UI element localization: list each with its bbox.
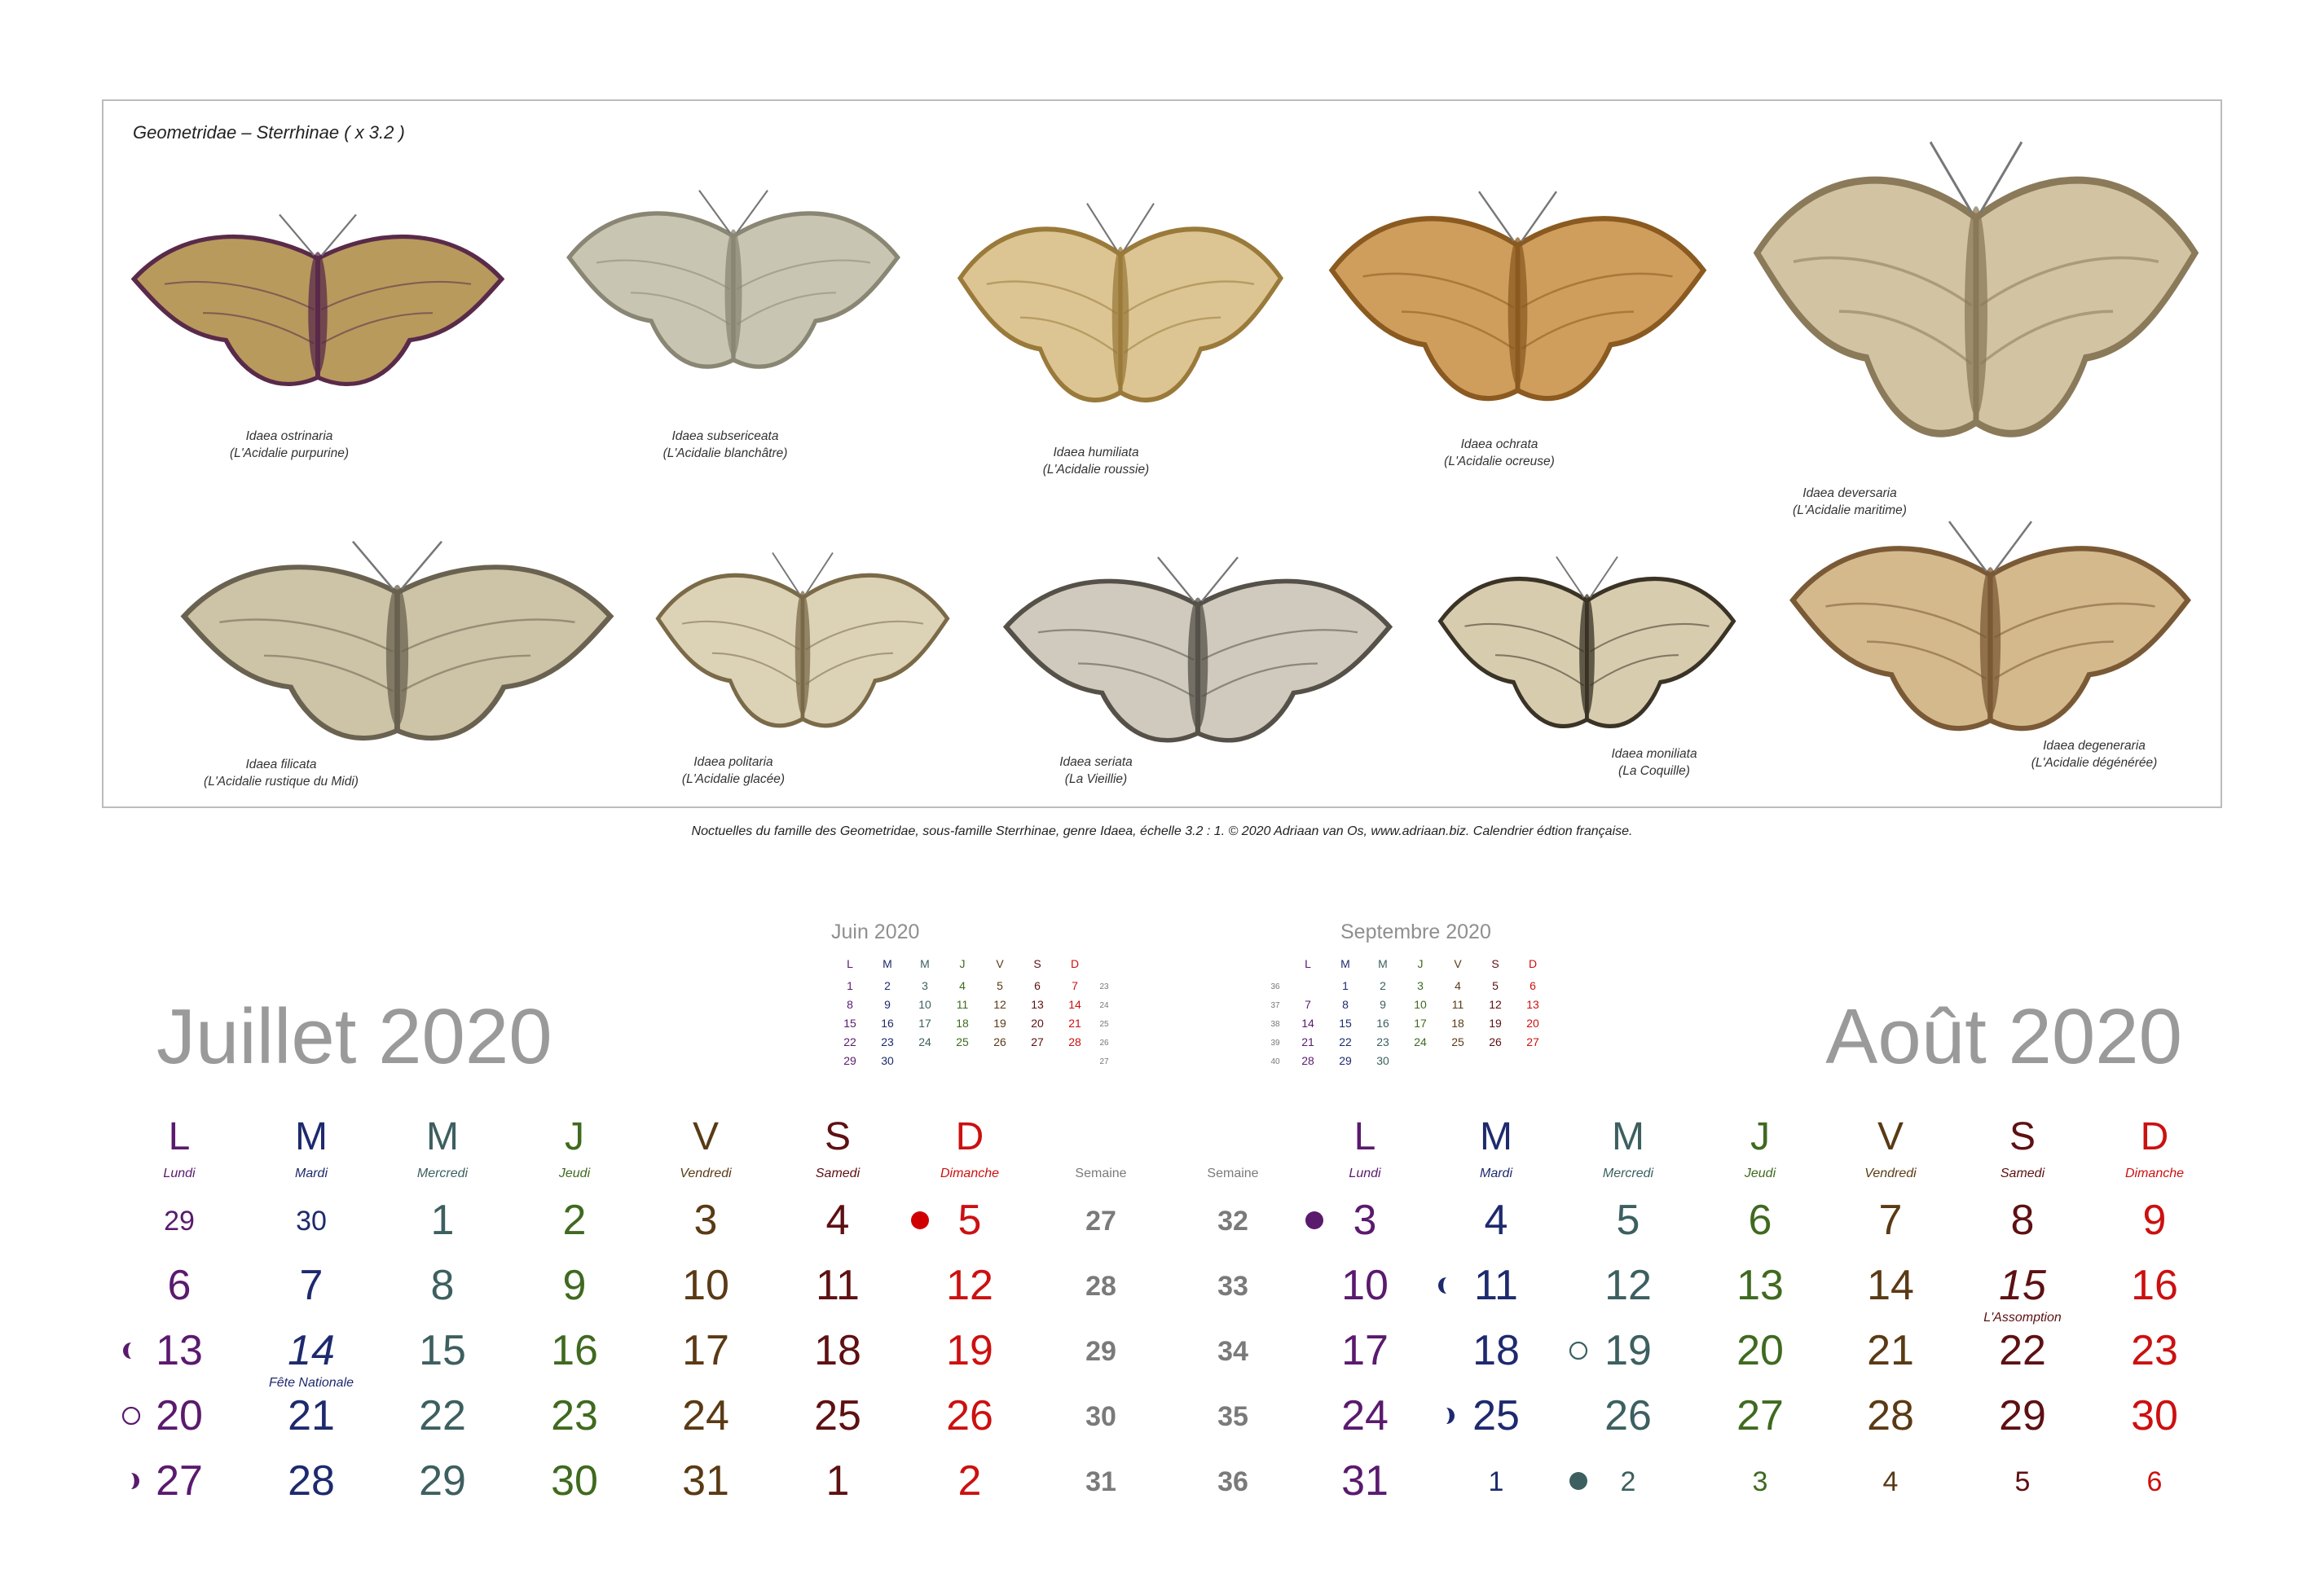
- full-moon-icon: [909, 1210, 931, 1231]
- mini-day: 25: [1451, 1035, 1464, 1048]
- mini-day: 26: [993, 1035, 1006, 1048]
- mini-calendar-title: Juin 2020: [831, 921, 920, 943]
- calendar-day[interactable]: 17: [1341, 1327, 1389, 1374]
- mini-day-header: M: [883, 957, 892, 970]
- calendar-day[interactable]: 20: [1736, 1327, 1784, 1374]
- moth-common-name: (L'Acidalie rustique du Midi): [204, 775, 359, 789]
- mini-day: 29: [843, 1054, 856, 1067]
- mini-day-header: V: [996, 957, 1004, 970]
- calendar-day[interactable]: 6: [167, 1262, 191, 1309]
- day-letter-header: S: [2009, 1115, 2036, 1158]
- calendar-day[interactable]: 26: [946, 1392, 993, 1439]
- moth-species: Idaea seriata: [1059, 755, 1133, 769]
- calendar-day[interactable]: 6: [1748, 1197, 1772, 1244]
- moth-illustration: [562, 183, 905, 395]
- moth-wing: [1976, 180, 2195, 433]
- day-name-header: Dimanche: [2124, 1167, 2185, 1180]
- mini-day: 12: [1489, 998, 1502, 1011]
- day-letter-header: V: [1877, 1115, 1904, 1158]
- calendar-day[interactable]: 13: [1736, 1262, 1784, 1309]
- calendar-day[interactable]: 8: [2010, 1197, 2035, 1244]
- calendar-day[interactable]: 17: [682, 1327, 729, 1374]
- moth-caption: [2031, 737, 2158, 771]
- mini-day: 27: [1031, 1035, 1044, 1048]
- calendar-day[interactable]: 26: [1604, 1392, 1652, 1439]
- mini-day-header: J: [959, 957, 966, 970]
- moth-wing: [1757, 180, 1976, 433]
- mini-day: 5: [997, 979, 1003, 992]
- calendar-day[interactable]: 5: [2014, 1466, 2031, 1497]
- calendar-day[interactable]: 29: [1999, 1392, 2046, 1439]
- moth-wing: [398, 567, 611, 738]
- moth-body: [1980, 567, 2000, 716]
- new-moon-icon: [1568, 1340, 1589, 1361]
- mini-day-header: D: [1528, 957, 1538, 970]
- calendar-day[interactable]: 10: [1341, 1262, 1389, 1309]
- week-number: 30: [1085, 1401, 1116, 1432]
- moth-caption: [204, 756, 359, 790]
- moth-species: Idaea subsericeata: [671, 429, 779, 443]
- moth-caption: [1611, 745, 1697, 780]
- mini-week-number: 39: [1270, 1039, 1280, 1048]
- moth-species: Idaea ochrata: [1460, 437, 1538, 451]
- mini-week-number: 26: [1099, 1039, 1109, 1048]
- moth-wing: [1332, 218, 1518, 398]
- moth-icon: [953, 196, 1287, 432]
- calendar-day[interactable]: 2: [957, 1457, 982, 1505]
- calendar-day[interactable]: 23: [551, 1392, 598, 1439]
- day-name-header: Jeudi: [1744, 1167, 1776, 1180]
- moth-caption: [1043, 444, 1149, 478]
- moth-species: Idaea politaria: [693, 755, 773, 769]
- mini-day: 21: [1301, 1035, 1314, 1048]
- day-name-header: Samedi: [815, 1167, 860, 1180]
- mini-day: 1: [847, 979, 853, 992]
- mini-day: 19: [993, 1017, 1006, 1030]
- moth-common-name: (La Coquille): [1618, 764, 1690, 778]
- calendar-day[interactable]: 21: [1867, 1327, 1914, 1374]
- mini-day: 17: [1414, 1017, 1427, 1030]
- moth-wing: [134, 237, 318, 385]
- day-letter-header: M: [1612, 1115, 1644, 1158]
- moth-caption: [230, 428, 349, 462]
- day-letter-header: L: [168, 1115, 191, 1158]
- calendar-day[interactable]: 31: [682, 1457, 729, 1505]
- week-number: 34: [1217, 1336, 1248, 1367]
- calendar-day[interactable]: 4: [825, 1197, 850, 1244]
- mini-day: 8: [1342, 998, 1349, 1011]
- mini-week-number: 23: [1099, 982, 1109, 991]
- mini-day: 4: [1455, 979, 1461, 992]
- mini-day: 21: [1068, 1017, 1081, 1030]
- first-quarter-icon: [1436, 1405, 1457, 1426]
- moth-body: [1508, 237, 1528, 386]
- week-number: 35: [1217, 1401, 1248, 1432]
- mini-day-header: L: [1305, 957, 1311, 970]
- moth-wing: [1518, 218, 1704, 398]
- mini-day: 19: [1489, 1017, 1502, 1030]
- moth-icon: [175, 534, 619, 770]
- day-name-header: Dimanche: [940, 1167, 1000, 1180]
- mini-day: 30: [1376, 1054, 1389, 1067]
- mini-day: 25: [956, 1035, 969, 1048]
- mini-day: 11: [956, 998, 969, 1011]
- calendar-day[interactable]: 15: [1999, 1262, 2046, 1309]
- mini-day: 8: [847, 998, 853, 1011]
- mini-day: 16: [1376, 1017, 1389, 1030]
- calendar-day[interactable]: 19: [946, 1327, 993, 1374]
- full-moon-icon: [1568, 1470, 1589, 1492]
- mini-day: 9: [884, 998, 891, 1011]
- full-moon-icon: [1304, 1210, 1325, 1231]
- mini-day-header: M: [920, 957, 930, 970]
- moth-icon: [1434, 550, 1740, 754]
- mini-day: 12: [993, 998, 1006, 1011]
- mini-day: 3: [1417, 979, 1424, 992]
- day-letter-header: L: [1353, 1115, 1376, 1158]
- day-name-header: Jeudi: [558, 1167, 591, 1180]
- moth-icon: [126, 208, 509, 411]
- mini-day: 29: [1339, 1054, 1352, 1067]
- moth-species: Idaea ostrinaria: [245, 429, 333, 443]
- moth-species: Idaea filicata: [245, 758, 317, 771]
- moth-wing: [318, 237, 502, 385]
- moth-icon: [1748, 130, 2204, 481]
- moth-caption: [1059, 754, 1133, 788]
- moth-body: [795, 591, 811, 715]
- mini-day: 5: [1492, 979, 1499, 992]
- mini-day: 9: [1380, 998, 1386, 1011]
- mini-day: 3: [922, 979, 928, 992]
- calendar-day[interactable]: 28: [1867, 1392, 1914, 1439]
- calendar-day[interactable]: 4: [1882, 1466, 1899, 1497]
- moth-caption: [1444, 436, 1555, 470]
- mini-day-header: D: [1070, 957, 1080, 970]
- day-name-header: Vendredi: [680, 1167, 732, 1180]
- calendar-day[interactable]: 29: [419, 1457, 466, 1505]
- mini-day: 11: [1451, 998, 1464, 1011]
- calendar-day[interactable]: 19: [1604, 1327, 1652, 1374]
- calendar-day[interactable]: 1: [825, 1457, 850, 1505]
- mini-day: 10: [918, 998, 931, 1011]
- mini-day-header: L: [847, 957, 853, 970]
- moth-wing: [1120, 229, 1281, 400]
- day-letter-header: V: [692, 1115, 719, 1158]
- moth-species: Idaea degeneraria: [2043, 739, 2146, 753]
- day-name-header: Lundi: [163, 1167, 196, 1180]
- calendar-day[interactable]: 31: [1341, 1457, 1389, 1505]
- mini-day: 6: [1034, 979, 1041, 992]
- calendar-day[interactable]: 3: [1752, 1466, 1768, 1497]
- calendar-day[interactable]: 2: [562, 1197, 587, 1244]
- mini-day: 20: [1526, 1017, 1539, 1030]
- moth-species: Idaea humiliata: [1053, 446, 1139, 459]
- day-name-header: Mardi: [1479, 1167, 1512, 1180]
- week-number: 28: [1085, 1271, 1116, 1302]
- day-letter-header: M: [426, 1115, 459, 1158]
- mini-week-number: 27: [1099, 1057, 1109, 1066]
- moth-icon: [652, 546, 953, 754]
- calendar-day[interactable]: 7: [1878, 1197, 1903, 1244]
- moth-illustration: [1324, 183, 1711, 432]
- mini-day: 24: [918, 1035, 931, 1048]
- mini-day: 13: [1526, 998, 1539, 1011]
- moth-wing: [733, 213, 898, 367]
- mini-day: 15: [1339, 1017, 1352, 1030]
- day-letter-header: D: [955, 1115, 984, 1158]
- moth-wing: [1793, 548, 1990, 728]
- week-column-header: Semaine: [1207, 1167, 1259, 1180]
- new-moon-icon: [121, 1405, 142, 1426]
- moth-common-name: (L'Acidalie blanchâtre): [662, 446, 788, 460]
- mini-day: 2: [1380, 979, 1386, 992]
- mini-day: 16: [881, 1017, 894, 1030]
- mini-day: 13: [1031, 998, 1044, 1011]
- moth-illustration: [175, 534, 619, 770]
- moth-wing: [1006, 581, 1198, 740]
- new-moon-icon: [121, 1405, 142, 1426]
- moth-wing: [569, 213, 733, 367]
- plate-credit: Noctuelles du famille des Geometridae, sous-famille Sterrhinae, genre Idaea, échelle 3.2 : 1. © 2020 Adriaan van Os, www.adriaan.biz. Calendrier édtion française.: [691, 824, 1633, 838]
- full-moon-icon: [1568, 1470, 1589, 1492]
- moth-body: [308, 252, 328, 374]
- mini-day-header: S: [1033, 957, 1041, 970]
- calendar-day[interactable]: 30: [2131, 1392, 2178, 1439]
- calendar-day[interactable]: 27: [1736, 1392, 1784, 1439]
- day-letter-header: M: [1480, 1115, 1512, 1158]
- mini-day: 1: [1342, 979, 1349, 992]
- calendar-day[interactable]: 16: [551, 1327, 598, 1374]
- calendar-day[interactable]: 25: [1472, 1392, 1520, 1439]
- moth-wing: [658, 575, 803, 726]
- mini-day: 15: [843, 1017, 856, 1030]
- mini-day-header: V: [1454, 957, 1462, 970]
- mini-day: 23: [1376, 1035, 1389, 1048]
- day-name-header: Lundi: [1349, 1167, 1381, 1180]
- moth-caption: [663, 428, 788, 462]
- day-name-header: Mardi: [294, 1167, 328, 1180]
- moth-icon: [998, 550, 1397, 770]
- mini-week-number: 25: [1099, 1020, 1109, 1029]
- mini-week-number: 38: [1270, 1020, 1280, 1029]
- moth-body: [1112, 247, 1129, 389]
- full-moon-icon: [1304, 1210, 1325, 1231]
- calendar-day[interactable]: 25: [814, 1392, 861, 1439]
- moth-wing: [184, 567, 398, 738]
- mini-day-header: M: [1378, 957, 1388, 970]
- week-number: 27: [1085, 1206, 1116, 1237]
- moth-wing: [960, 229, 1120, 400]
- moth-illustration: [1785, 513, 2196, 762]
- new-moon-icon: [1568, 1340, 1589, 1361]
- day-name-header: Mercredi: [1602, 1167, 1654, 1180]
- moth-illustration: [652, 546, 953, 754]
- calendar-day[interactable]: 1: [430, 1197, 455, 1244]
- last-quarter-icon: [121, 1340, 142, 1361]
- calendar-day[interactable]: 3: [1353, 1197, 1377, 1244]
- calendar-day[interactable]: 6: [2146, 1466, 2163, 1497]
- calendar-day[interactable]: 5: [1616, 1197, 1640, 1244]
- day-name-header: Samedi: [2000, 1167, 2045, 1180]
- moth-wing: [1587, 579, 1734, 727]
- moth-wing: [1991, 548, 2188, 728]
- week-number: 31: [1085, 1466, 1116, 1497]
- calendar-day[interactable]: 30: [551, 1457, 598, 1505]
- moth-wing: [803, 575, 948, 726]
- calendar-day[interactable]: 11: [816, 1262, 860, 1309]
- calendar-day[interactable]: 12: [1604, 1262, 1652, 1309]
- first-quarter-icon: [1436, 1405, 1457, 1426]
- mini-calendar-title: Septembre 2020: [1340, 921, 1491, 943]
- week-number: 36: [1217, 1466, 1248, 1497]
- mini-day: 7: [1305, 998, 1311, 1011]
- day-letter-header: J: [565, 1115, 584, 1158]
- last-quarter-icon: [1436, 1275, 1457, 1296]
- mini-day: 17: [918, 1017, 931, 1030]
- moth-common-name: (La Vieillie): [1064, 772, 1128, 786]
- calendar-day[interactable]: 16: [2131, 1262, 2178, 1309]
- moth-caption: [682, 754, 785, 788]
- calendar-day[interactable]: 14: [1867, 1262, 1914, 1309]
- calendar-day[interactable]: 9: [2142, 1197, 2167, 1244]
- mini-day-header: M: [1340, 957, 1350, 970]
- calendar-day[interactable]: 2: [1620, 1466, 1636, 1497]
- calendar-day[interactable]: 9: [562, 1262, 587, 1309]
- week-number: 29: [1085, 1336, 1116, 1367]
- mini-day: 14: [1068, 998, 1081, 1011]
- moth-body: [1965, 206, 1987, 416]
- calendar-day[interactable]: 13: [156, 1327, 203, 1374]
- moth-common-name: (L'Acidalie ocreuse): [1444, 455, 1555, 468]
- mini-day: 30: [881, 1054, 894, 1067]
- mini-day: 2: [884, 979, 891, 992]
- moth-common-name: (L'Acidalie dégénérée): [2031, 756, 2158, 770]
- day-letter-header: D: [2140, 1115, 2169, 1158]
- calendar-day[interactable]: 21: [288, 1392, 335, 1439]
- calendar-day[interactable]: 20: [156, 1392, 203, 1439]
- mini-day-header: J: [1417, 957, 1424, 970]
- moth-body: [386, 585, 408, 727]
- mini-day: 18: [1451, 1017, 1464, 1030]
- calendar-day[interactable]: 18: [814, 1327, 861, 1374]
- week-column-header: Semaine: [1075, 1167, 1127, 1180]
- mini-day-header: S: [1491, 957, 1499, 970]
- mini-day: 10: [1414, 998, 1427, 1011]
- calendar-day[interactable]: 22: [1999, 1327, 2046, 1374]
- calendar-day[interactable]: 1: [1488, 1466, 1504, 1497]
- moth-icon: [1324, 183, 1711, 432]
- calendar-day[interactable]: 5: [957, 1197, 982, 1244]
- calendar-day[interactable]: 22: [419, 1392, 466, 1439]
- calendar-day[interactable]: 27: [156, 1457, 203, 1505]
- calendar-day[interactable]: 15: [419, 1327, 466, 1374]
- moth-common-name: (L'Acidalie purpurine): [230, 446, 349, 460]
- mini-day: 22: [1339, 1035, 1352, 1048]
- mini-day: 7: [1072, 979, 1078, 992]
- moth-illustration: [1434, 550, 1740, 754]
- day-name-header: Mercredi: [416, 1167, 469, 1180]
- day-letter-header: J: [1750, 1115, 1770, 1158]
- moth-species: Idaea deversaria: [1802, 486, 1897, 500]
- calendar-day[interactable]: 29: [164, 1206, 195, 1237]
- week-number: 32: [1217, 1206, 1248, 1237]
- moth-body: [1188, 598, 1208, 730]
- moth-common-name: (L'Acidalie glacée): [681, 772, 786, 786]
- full-moon-icon: [909, 1210, 931, 1231]
- mini-week-number: 37: [1270, 1001, 1280, 1010]
- month-title-right: Août 2020: [1825, 993, 2182, 1080]
- last-quarter-icon: [1436, 1275, 1457, 1296]
- mini-day: 28: [1301, 1054, 1314, 1067]
- first-quarter-icon: [121, 1470, 142, 1492]
- calendar-day[interactable]: 7: [299, 1262, 324, 1309]
- plate-title: Geometridae – Sterrhinae ( x 3.2 ): [133, 122, 405, 143]
- calendar-day[interactable]: 24: [1341, 1392, 1389, 1439]
- moth-wing: [1198, 581, 1389, 740]
- calendar-day[interactable]: 24: [682, 1392, 729, 1439]
- calendar-day[interactable]: 4: [1484, 1197, 1508, 1244]
- moth-icon: [1785, 513, 2196, 762]
- calendar-day[interactable]: 18: [1472, 1327, 1520, 1374]
- holiday-note-assomption: L'Assomption: [1983, 1311, 2062, 1325]
- mini-day: 23: [881, 1035, 894, 1048]
- first-quarter-icon: [121, 1470, 142, 1492]
- moth-wing: [1441, 579, 1587, 727]
- moth-illustration: [953, 196, 1287, 432]
- moth-illustration: [998, 550, 1397, 770]
- moth-body: [725, 229, 742, 356]
- calendar-day[interactable]: 3: [693, 1197, 718, 1244]
- day-name-header: Vendredi: [1864, 1167, 1917, 1180]
- week-number: 33: [1217, 1271, 1248, 1302]
- moth-common-name: (L'Acidalie maritime): [1793, 503, 1907, 517]
- moth-illustration: [1748, 130, 2204, 481]
- moth-body: [1579, 594, 1595, 716]
- mini-day: 18: [956, 1017, 969, 1030]
- mini-week-number: 36: [1270, 982, 1280, 991]
- mini-week-number: 24: [1099, 1001, 1109, 1010]
- calendar-day[interactable]: 11: [1474, 1262, 1518, 1309]
- moth-icon: [562, 183, 905, 395]
- day-letter-header: M: [295, 1115, 328, 1158]
- month-title-left: Juillet 2020: [156, 993, 552, 1080]
- mini-day: 14: [1301, 1017, 1314, 1030]
- moth-species: Idaea moniliata: [1611, 747, 1697, 761]
- calendar-day[interactable]: 28: [288, 1457, 335, 1505]
- holiday-note-fete-nationale: Fête Nationale: [268, 1376, 354, 1390]
- mini-day: 27: [1526, 1035, 1539, 1048]
- calendar-day[interactable]: 30: [296, 1206, 327, 1237]
- last-quarter-icon: [121, 1340, 142, 1361]
- mini-day: 28: [1068, 1035, 1081, 1048]
- moth-common-name: (L'Acidalie roussie): [1042, 463, 1150, 477]
- calendar-day[interactable]: 12: [946, 1262, 993, 1309]
- mini-week-number: 40: [1270, 1057, 1280, 1066]
- calendar-day[interactable]: 10: [682, 1262, 729, 1309]
- day-letter-header: S: [824, 1115, 851, 1158]
- calendar-day[interactable]: 14: [288, 1327, 335, 1374]
- moth-illustration: [126, 208, 509, 411]
- calendar-day[interactable]: 8: [430, 1262, 455, 1309]
- mini-day: 24: [1414, 1035, 1427, 1048]
- mini-day: 6: [1530, 979, 1536, 992]
- calendar-day[interactable]: 23: [2131, 1327, 2178, 1374]
- mini-day: 26: [1489, 1035, 1502, 1048]
- mini-day: 20: [1031, 1017, 1044, 1030]
- mini-day: 4: [959, 979, 966, 992]
- mini-day: 22: [843, 1035, 856, 1048]
